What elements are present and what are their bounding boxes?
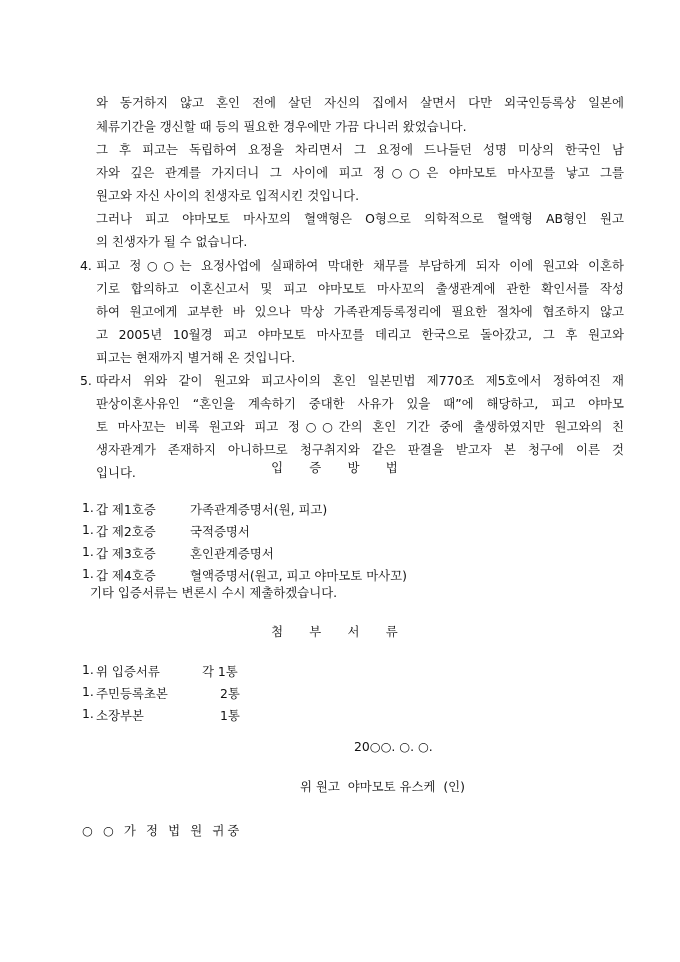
body-line: 그 후 피고는 독립하여 요정을 차리면서 그 요정에 드나들던 성명 미상의 한국인 남 [96, 142, 624, 157]
filing-date: 20○○. ○. ○. [354, 739, 433, 754]
evidence-document: 혼인관계증명서 [190, 546, 274, 561]
attachment-number: 1. [82, 662, 94, 677]
body-line: 그러나 피고 야마모토 마사꼬의 혈액형은 O형으로 의학적으로 혈액형 AB형인 원고 [96, 211, 624, 226]
evidence-number: 1. [82, 566, 94, 581]
body-line: 피고는 현재까지 별거해 온 것입니다. [96, 350, 296, 365]
evidence-title: 입 증 방 법 [271, 460, 409, 475]
attachment-name: 소장부본 [96, 708, 144, 723]
body-line: 체류기간을 갱신할 때 등의 필요한 경우에만 가끔 다니러 왔었습니다. [96, 119, 467, 134]
attachment-name: 위 입증서류 [96, 664, 160, 679]
attachment-number: 1. [82, 684, 94, 699]
evidence-code: 갑 제2호증 [96, 524, 156, 539]
evidence-code: 갑 제1호증 [96, 502, 156, 517]
evidence-number: 1. [82, 522, 94, 537]
evidence-number: 1. [82, 500, 94, 515]
evidence-code: 갑 제4호증 [96, 568, 156, 583]
body-line: 의 친생자가 될 수 없습니다. [96, 234, 248, 249]
body-line: 고 2005년 10월경 피고 야마모토 마사꼬를 데리고 한국으로 돌아갔고, 그 후 원고와 [96, 327, 624, 342]
attachments-title: 첨 부 서 류 [271, 624, 409, 639]
item-number: 5. [80, 373, 92, 388]
attachment-name: 주민등록초본 [96, 686, 168, 701]
court-addressee: ○ ○ 가 정 법 원 귀중 [82, 823, 243, 838]
evidence-code: 갑 제3호증 [96, 546, 156, 561]
body-line: 따라서 위와 같이 원고와 피고사이의 혼인 일본민법 제770조 제5호에서 정하여진 재 [96, 373, 624, 388]
evidence-note: 기타 입증서류는 변론시 수시 제출하겠습니다. [90, 585, 338, 600]
body-line: 하여 원고에게 교부한 바 있으나 막상 가족관계등록정리에 필요한 절차에 협조하지 않고 [96, 304, 624, 319]
attachment-count: 1통 [220, 708, 240, 723]
evidence-document: 혈액증명서(원고, 피고 야마모토 마사꼬) [190, 568, 407, 583]
body-line: 와 동거하지 않고 혼인 전에 살던 자신의 집에서 살면서 다만 외국인등록상 일본에 [96, 95, 624, 110]
body-line: 기로 합의하고 이혼신고서 및 피고 야마모토 마사꼬의 출생관계에 관한 확인서를 작성 [96, 281, 624, 296]
body-line: 생자관계가 존재하지 아니하므로 청구취지와 같은 판결을 받고자 본 청구에 이른 것 [96, 442, 624, 457]
body-line: 피고 정○○는 요정사업에 실패하여 막대한 채무를 부담하게 되자 이에 원고와 이혼하 [96, 258, 624, 273]
body-line: 판상이혼사유인 “혼인을 계속하기 중대한 사유가 있을 때”에 해당하고, 피고 야마모 [96, 396, 624, 411]
body-line: 원고와 자신 사이의 친생자로 입적시킨 것입니다. [96, 188, 360, 203]
item-number: 4. [80, 258, 92, 273]
attachment-count: 2통 [220, 686, 240, 701]
evidence-document: 국적증명서 [190, 524, 250, 539]
attachment-number: 1. [82, 706, 94, 721]
signer-line: 위 원고 야마모토 유스케 (인) [300, 779, 465, 794]
attachment-count: 각 1통 [202, 664, 238, 679]
body-line: 자와 깊은 관계를 가지더니 그 사이에 피고 정○○은 야마모토 마사꼬를 낳고 그를 [96, 165, 624, 180]
evidence-number: 1. [82, 544, 94, 559]
body-line: 토 마사꼬는 비록 원고와 피고 정○○간의 혼인 기간 중에 출생하였지만 원고와의 친 [96, 419, 624, 434]
evidence-document: 가족관계증명서(원, 피고) [190, 502, 328, 517]
body-line: 입니다. [96, 465, 136, 480]
